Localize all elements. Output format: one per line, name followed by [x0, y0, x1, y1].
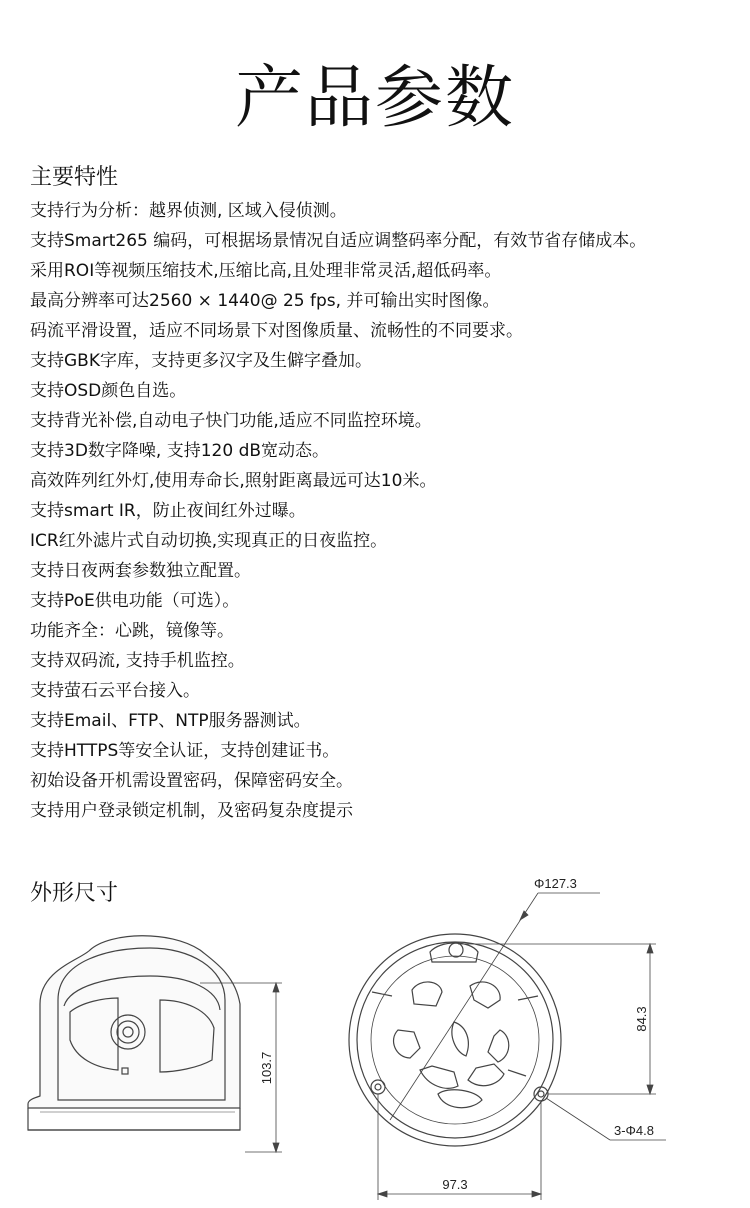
feature-item: ICR红外滤片式自动切换,实现真正的日夜监控。	[30, 531, 388, 551]
dimension-drawings	[0, 860, 750, 1208]
features-heading: 主要特性	[30, 165, 119, 190]
feature-item: 采用ROI等视频压缩技术,压缩比高,且处理非常灵活,超低码率。	[30, 261, 502, 281]
feature-item: 支持Smart265 编码，可根据场景情况自适应调整码率分配，有效节省存储成本。	[30, 231, 647, 251]
diameter-label: Φ127.3	[534, 876, 577, 891]
feature-item: 功能齐全：心跳，镜像等。	[30, 621, 234, 641]
top-height-label: 84.3	[634, 1006, 649, 1032]
side-view-drawing	[28, 936, 240, 1130]
feature-item: 支持OSD颜色自选。	[30, 381, 187, 401]
diameter-dimension	[390, 893, 600, 1120]
page-title: 产品参数	[234, 59, 515, 138]
feature-item: 支持用户登录锁定机制，及密码复杂度提示	[30, 801, 353, 821]
features-list	[30, 196, 646, 826]
feature-item: 支持PoE供电功能（可选）。	[30, 591, 240, 611]
feature-item: 最高分辨率可达2560 × 1440@ 25 fps, 并可输出实时图像。	[30, 291, 500, 311]
feature-item: 支持萤石云平台接入。	[30, 681, 200, 701]
feature-item: 支持smart IR，防止夜间红外过曝。	[30, 501, 306, 521]
feature-item: 支持背光补偿,自动电子快门功能,适应不同监控环境。	[30, 411, 432, 431]
dimensions-heading: 外形尺寸	[30, 881, 119, 906]
feature-item: 支持日夜两套参数独立配置。	[30, 561, 251, 581]
feature-item: 码流平滑设置，适应不同场景下对图像质量、流畅性的不同要求。	[30, 321, 523, 341]
side-height-label: 103.7	[259, 1051, 274, 1085]
feature-item: 支持行为分析：越界侦测, 区域入侵侦测。	[30, 201, 347, 221]
feature-item: 支持HTTPS等安全认证，支持创建证书。	[30, 741, 340, 761]
top-height-dimension	[458, 944, 656, 1094]
feature-item: 支持双码流, 支持手机监控。	[30, 651, 245, 671]
bottom-width-label: 97.3	[442, 1177, 468, 1192]
top-view-drawing	[349, 934, 561, 1146]
feature-item: 高效阵列红外灯,使用寿命长,照射距离最远可达10米。	[30, 471, 437, 491]
hole-spec-label: 3-Φ4.8	[614, 1123, 655, 1138]
feature-item: 支持Email、FTP、NTP服务器测试。	[30, 711, 311, 731]
feature-item: 初始设备开机需设置密码，保障密码安全。	[30, 771, 353, 791]
feature-item: 支持3D数字降噪, 支持120 dB宽动态。	[30, 441, 330, 461]
feature-item: 支持GBK字库，支持更多汉字及生僻字叠加。	[30, 351, 372, 371]
